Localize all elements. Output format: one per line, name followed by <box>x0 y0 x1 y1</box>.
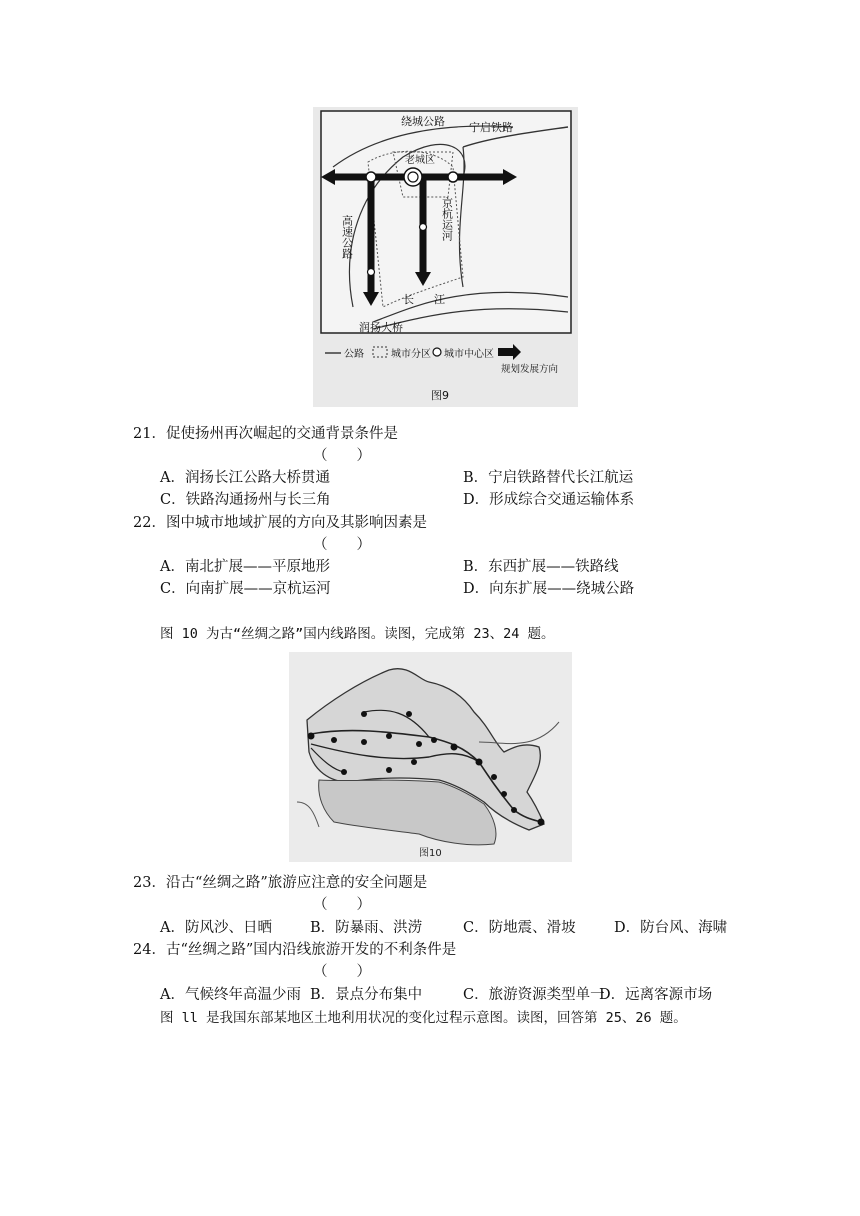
label-river: 长江 <box>403 293 465 306</box>
q22-option-a: A．南北扩展——平原地形 <box>160 559 330 575</box>
label-canal: 京杭运河 <box>440 197 454 241</box>
label-bridge: 润扬大桥 <box>359 321 403 334</box>
figure-10-map <box>289 652 572 862</box>
q24-option-d: D．远离客源市场 <box>599 987 713 1003</box>
label-ningqi-railway: 宁启铁路 <box>469 121 513 134</box>
legend-direction: 规划发展方向 <box>501 364 559 375</box>
figure-9-caption: 图9 <box>431 389 449 402</box>
q23-answer-paren: （ ） <box>313 897 371 913</box>
label-ring-road: 绕城公路 <box>401 115 445 128</box>
q23-option-a: A．防风沙、日晒 <box>160 920 272 936</box>
q22-option-c: C．向南扩展——京杭运河 <box>160 581 331 597</box>
q22-option-b: B．东西扩展——铁路线 <box>463 559 619 575</box>
q21-option-a: A．润扬长江公路大桥贯通 <box>160 470 330 486</box>
legend-center: 城市中心区 <box>444 349 494 360</box>
label-expressway: 高速公路 <box>340 215 354 259</box>
legend-district: 城市分区 <box>391 349 431 360</box>
q21-option-c: C．铁路沟通扬州与长三角 <box>160 492 331 508</box>
q21-answer-paren: （ ） <box>313 448 371 464</box>
q24-option-b: B．景点分布集中 <box>310 987 423 1003</box>
q21-option-b: B．宁启铁路替代长江航运 <box>463 470 634 486</box>
figure-11-intro: 图 ll 是我国东部某地区土地利用状况的变化过程示意图。读图，回答第 25、26 题。 <box>160 1010 687 1026</box>
q21-option-d: D．形成综合交通运输体系 <box>463 492 635 508</box>
q22-option-d: D．向东扩展——绕城公路 <box>463 581 635 597</box>
q24-answer-paren: （ ） <box>313 964 371 980</box>
q23-option-d: D．防台风、海啸 <box>614 920 728 936</box>
figure-9 <box>313 107 578 407</box>
q24-option-a: A．气候终年高温少雨 <box>160 987 301 1003</box>
figure-10-intro: 图 10 为古“丝绸之路”国内线路图。读图，完成第 23、24 题。 <box>160 626 555 642</box>
q23-option-c: C．防地震、滑坡 <box>463 920 576 936</box>
q24-stem: 24．古“丝绸之路”国内沿线旅游开发的不利条件是 <box>133 942 457 958</box>
legend-road: 公路 <box>344 349 364 360</box>
q23-stem: 23．沿古“丝绸之路”旅游应注意的安全问题是 <box>133 875 428 891</box>
figure-10-caption: 图10 <box>419 848 442 859</box>
figure-9-map <box>313 107 578 407</box>
q22-answer-paren: （ ） <box>313 537 371 553</box>
q21-stem: 21．促使扬州再次崛起的交通背景条件是 <box>133 426 398 442</box>
figure-10 <box>289 652 572 862</box>
q23-option-b: B．防暴雨、洪涝 <box>310 920 423 936</box>
q22-stem: 22．图中城市地域扩展的方向及其影响因素是 <box>133 515 427 531</box>
label-old-town: 老城区 <box>405 155 435 166</box>
q24-option-c: C．旅游资源类型单一 <box>463 987 605 1003</box>
